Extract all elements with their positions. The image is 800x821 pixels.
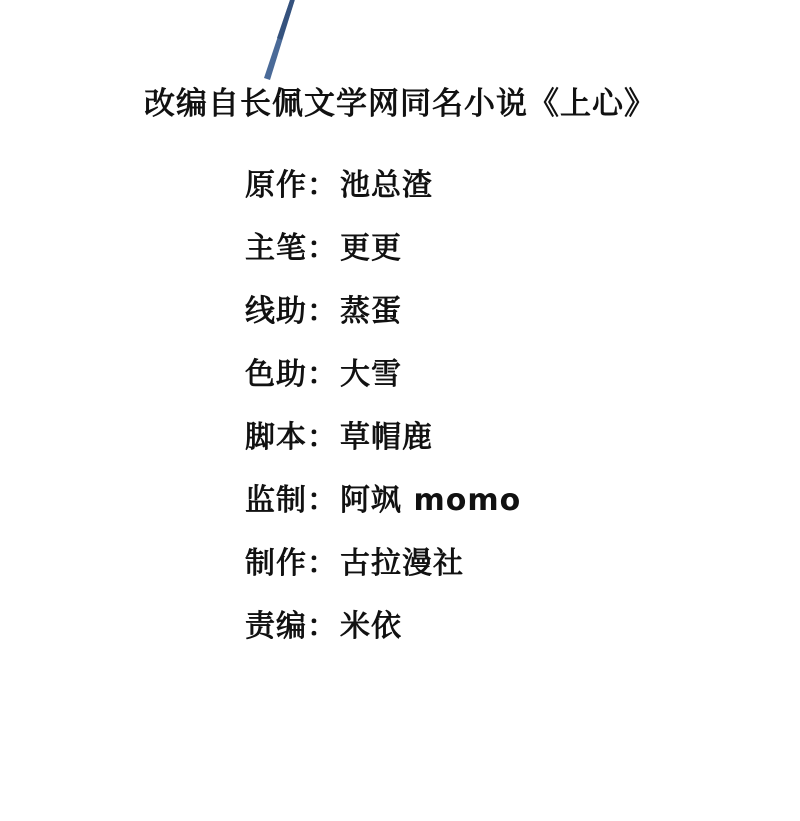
credits-list [245,160,745,664]
credit-name: 草帽鹿 [340,420,433,455]
credit-name: 大雪 [340,357,402,392]
list-item [245,160,745,223]
credit-separator: ： [307,357,338,392]
credit-separator: ： [307,609,338,644]
list-item [245,601,745,664]
list-item [245,286,745,349]
credit-separator: ： [307,168,338,203]
credit-name: 阿飒 momo [340,483,522,518]
credit-role: 色助 [245,357,307,392]
credit-role: 原作 [245,168,307,203]
credit-role: 责编 [245,609,307,644]
credit-separator: ： [307,546,338,581]
credit-name: 米依 [340,609,402,644]
list-item [245,223,745,286]
credit-name: 蒸蛋 [340,294,402,329]
credit-name: 池总渣 [340,168,433,203]
credit-separator: ： [307,294,338,329]
page-title: 改编自长佩文学网同名小说《上心》 [144,86,656,122]
credit-separator: ： [307,420,338,455]
credit-role: 制作 [245,546,307,581]
credit-role: 脚本 [245,420,307,455]
credit-role: 主笔 [245,231,307,266]
credit-role: 监制 [245,483,307,518]
list-item [245,412,745,475]
credit-name: 更更 [340,231,402,266]
credit-separator: ： [307,483,338,518]
credit-role: 线助 [245,294,307,329]
list-item [245,349,745,412]
list-item [245,538,745,601]
list-item [245,475,745,538]
credit-separator: ： [307,231,338,266]
credit-name: 古拉漫社 [340,546,464,581]
diagonal-blue-stroke-icon [262,0,302,84]
